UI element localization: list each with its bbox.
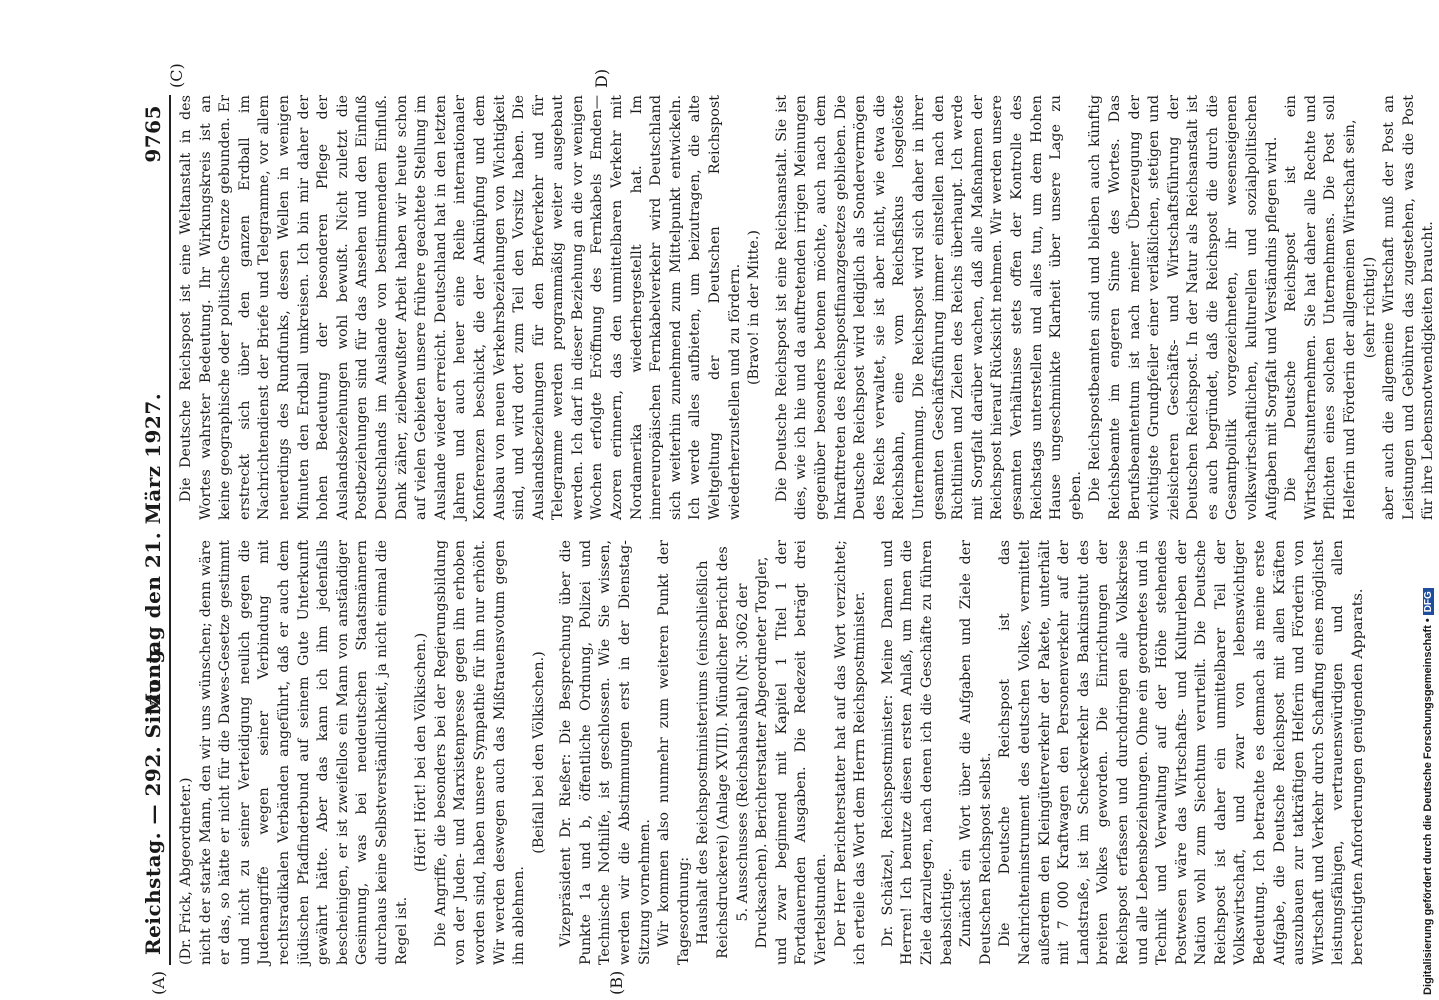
paragraph: (Bravo! in der Mitte.) <box>746 229 763 386</box>
page-header <box>137 95 167 965</box>
margin-mark-c: (C) <box>167 63 186 88</box>
right-column <box>177 95 1439 520</box>
paragraph: und zwar beginnend mit Kapitel 1 Titel 1 der Fortdauernden Ausgaben. Die Redezeit beträgt drei Viertelstunden. <box>773 540 829 965</box>
header-rule <box>169 95 171 965</box>
paragraph: Die Reichspostbeamten sind und bleiben auch künftig Reichsbeamte im engeren Sinne des Wortes. Das Berufsbeamtentum ist nach meiner Überzeugung der wichtigste Grundpfeiler einer verläßlichen, stetigen und zielsicheren Geschäfts- und Wirtschaftsführung der Deutschen Reichspost. In der Natur als Reichsanstalt ist es auch begründet, daß die Reichspost die durch die Gesamtpolitik vorgezeichneten, ihr wesenseigenen volkswirtschaftlichen, kulturellen und sozialpolitischen Aufgaben mit Sorgfalt und Verständnis pflegen wird. <box>1087 95 1280 520</box>
header-date: Montag den 21. März 1927. <box>141 392 165 715</box>
margin-mark-a: (A) <box>149 970 168 995</box>
header-left: Reichstag. — 292. Sitzung. <box>141 641 165 955</box>
paragraph: Die Deutsche Reichspost ist ein Wirtschaftsunternehmen. Sie hat daher alle Rechte und Pflichten eines solchen Unternehmens. Die Post soll Helferin und Förderin der allgemeinen Wirtschaft sein, <box>1283 95 1359 520</box>
dfg-logo: DFG <box>1423 588 1434 615</box>
paragraph: (Beifall bei den Völkischen.) <box>530 651 547 854</box>
paragraph: (sehr richtig!) <box>1361 256 1378 359</box>
paragraph: (Dr. Frick, Abgeordneter.) <box>178 777 194 965</box>
digitization-credit <box>1422 588 1434 995</box>
paragraph: Die Angriffe, die besonders bei der Regierungsbildung von der Juden- und Marxistenpresse gegen ihn erhoben worden sind, haben unsere Sympathie für ihn nur erhöht. Wir werden deswegen auch das Mißtrauensvotum gegen ihn ablehnen. <box>432 540 528 965</box>
paragraph: Wir kommen also nunmehr zum weiteren Punkt der Tagesordnung: <box>656 540 692 965</box>
paragraph: aber auch die allgemeine Wirtschaft muß der Post an Leistungen und Gebühren das zugestehen, was die Post für ihre Lebensnotwendigkeiten braucht. <box>1381 95 1437 520</box>
paragraph: Die Deutsche Reichspost ist eine Reichsanstalt. Sie ist dies, wie ich hie und da auftretenden irrigen Meinungen gegenüber besonders betonen möchte, auch nach dem Inkrafttreten des Reichspostfinanzgesetzes geblieben. Die Deutsche Reichspost wird lediglich als Sondervermögen des Reichs verwaltet, sie ist aber nicht, wie etwa die Reichsbahn, eine vom Reichsfiskus losgelöste Unternehmung. Die Reichspost wird sich daher in ihrer gesamten Geschäftsführung immer einstellen nach den Richtlinien und Zielen des Reichs überhaupt. Ich werde mit Sorgfalt darüber wachen, daß alle Maßnahmen der Reichspost hierauf Rücksicht nehmen. Wir werden unsere gesamten Verhältnisse stets offen der Kontrolle des Reichstags unterstellen und alles tun, um dem Hohen Hause ungeschminkte Klarheit über unsere Lage zu geben. <box>773 95 1084 520</box>
paragraph: Dr. Schätzel, Reichspostminister: Meine Damen und Herren! Ich benutze diesen ersten Anlaß, um Ihnen die Ziele darzulegen, nach denen ich die Geschäfte zu führen beabsichtige. <box>879 540 955 965</box>
paragraph: Vizepräsident Dr. Rießer: Die Besprechung über die Punkte 1a und b, öffentliche Ordnung, Polizei und Technische Nothilfe, ist geschlossen. Wie Sie wissen, werden wir die Abstimmungen erst in der Dienstag-Sitzung vornehmen. <box>558 540 653 965</box>
paragraph: nicht der starke Mann, den wir uns wünschen; denn wäre er das, so hätte er nicht für die Dawes-Gesetze gestimmt und nicht zu seiner Verteidigung neulich gegen die Judenangriffe wegen seiner Verbindung mit rechtsradikalen Verbänden angeführt, daß er auch dem jüdischen Pfadfinderbund auf seinem Gute Unterkunft gewährt hätte. Aber das kann ich ihm jedenfalls bescheinigen, er ist zweifellos ein Mann von anständiger Gesinnung, was bei neudeutschen Staatsmännern durchaus keine Selbstverständlichkeit, ja nicht einmal die Regel ist. <box>197 540 410 965</box>
paragraph: Der Herr Berichterstatter hat auf das Wort verzichtet; ich erteile das Wort dem Herrn Reichspostminister. <box>832 540 869 965</box>
paragraph: Zunächst ein Wort über die Aufgaben und Ziele der Deutschen Reichspost selbst. <box>958 540 994 965</box>
paragraph: Die Deutsche Reichspost ist das Nachrichteninstrument des deutschen Volkes, vermittelt außerdem den Kleingüterverkehr der Pakete, unterhält mit 7 000 Kraftwagen den Personenverkehr auf der Landstraße, ist im Scheckverkehr das Bankinstitut des breiten Volkes geworden. Die Einrichtungen der Reichspost erfassen und durchdringen alle Volkskreise und alle Lebensbeziehungen. Ohne ein geordnetes und in Technik und Verwaltung auf der Höhe stehendes Postwesen wäre das Wirtschafts- und Kulturleben der Nation wohl zum Siechtum verurteilt. Die Deutsche Reichspost ist daher ein unmittelbarer Teil der Volkswirtschaft, und zwar von lebenswichtiger Bedeutung. Ich betrachte es demnach als meine erste Aufgabe, die Deutsche Reichspost mit allen Kräften auszubauen zur tatkräftigen Helferin und Förderin von Wirtschaft und Verkehr durch Schaffung eines möglichst leistungsfähigen, vertrauenswürdigen und allen berechtigten Anforderungen genügenden Apparats. <box>997 540 1367 965</box>
paragraph: Haushalt des Reichspostministeriums (einschließlich Reichsdruckerei) (Anlage XVIII). Mündlicher Bericht des 5. Ausschusses (Reichshaushalt) (Nr. 3062 der Drucksachen). Berichterstatter Abgeordneter Torgler, <box>695 546 771 959</box>
margin-mark-d: D) <box>592 68 611 88</box>
paragraph: Die Deutsche Reichspost ist eine Weltanstalt in des Wortes wahrster Bedeutung. Ihr Wirkungskreis ist an keine geographische oder politische Grenze gebunden. Er erstreckt sich über den ganzen Erdball im Nachrichtendienst der Briefe und Telegramme, vor allem neuerdings des Rundfunks, dessen Wellen in wenigen Minuten den Erdball umkreisen. Ich bin mir daher der hohen Bedeutung der besonderen Pflege der Auslandsbeziehungen wohl bewußt. Nicht zuletzt die Postbeziehungen sind für das Ansehen und den Einfluß Deutschlands im Auslande von bestimmendem Einfluß. Dank zäher, zielbewußter Arbeit haben wir heute schon auf vielen Gebieten unsere frühere geachtete Stellung im Auslande wieder erreicht. Deutschland hat in den letzten Jahren und auch heuer eine Reihe internationaler Konferenzen beschickt, die der Anknüpfung und dem Ausbau von neuen Verkehrsbeziehungen von Wichtigkeit sind, und wird dort zum Teil den Vorsitz haben. Die Auslandsbeziehungen für den Briefverkehr und für Telegramme werden programmäßig weiter ausgebaut werden. Ich darf in dieser Beziehung an die vor wenigen Wochen erfolgte Eröffnung des Fernkabels Emden—Azoren erinnern, das den unmittelbaren Verkehr mit Nordamerika wiederhergestellt hat. Im innereuropäischen Fernkabelverkehr wird Deutschland sich weiterhin zunehmend zum Mittelpunkt entwickeln. Ich werde alles aufbieten, um beizutragen, die alte Weltgeltung der Deutschen Reichspost wiederherzustellen und zu fördern. <box>178 95 743 520</box>
page-number: 9765 <box>141 105 165 163</box>
margin-mark-b: (B) <box>607 970 626 995</box>
paragraph: (Hört! Hört! bei den Völkischen.) <box>413 632 430 873</box>
left-column <box>177 540 1369 965</box>
credit-text: Digitalisierung gefördert durch die Deutsche Forschungsgemeinschaft • <box>1422 618 1434 995</box>
